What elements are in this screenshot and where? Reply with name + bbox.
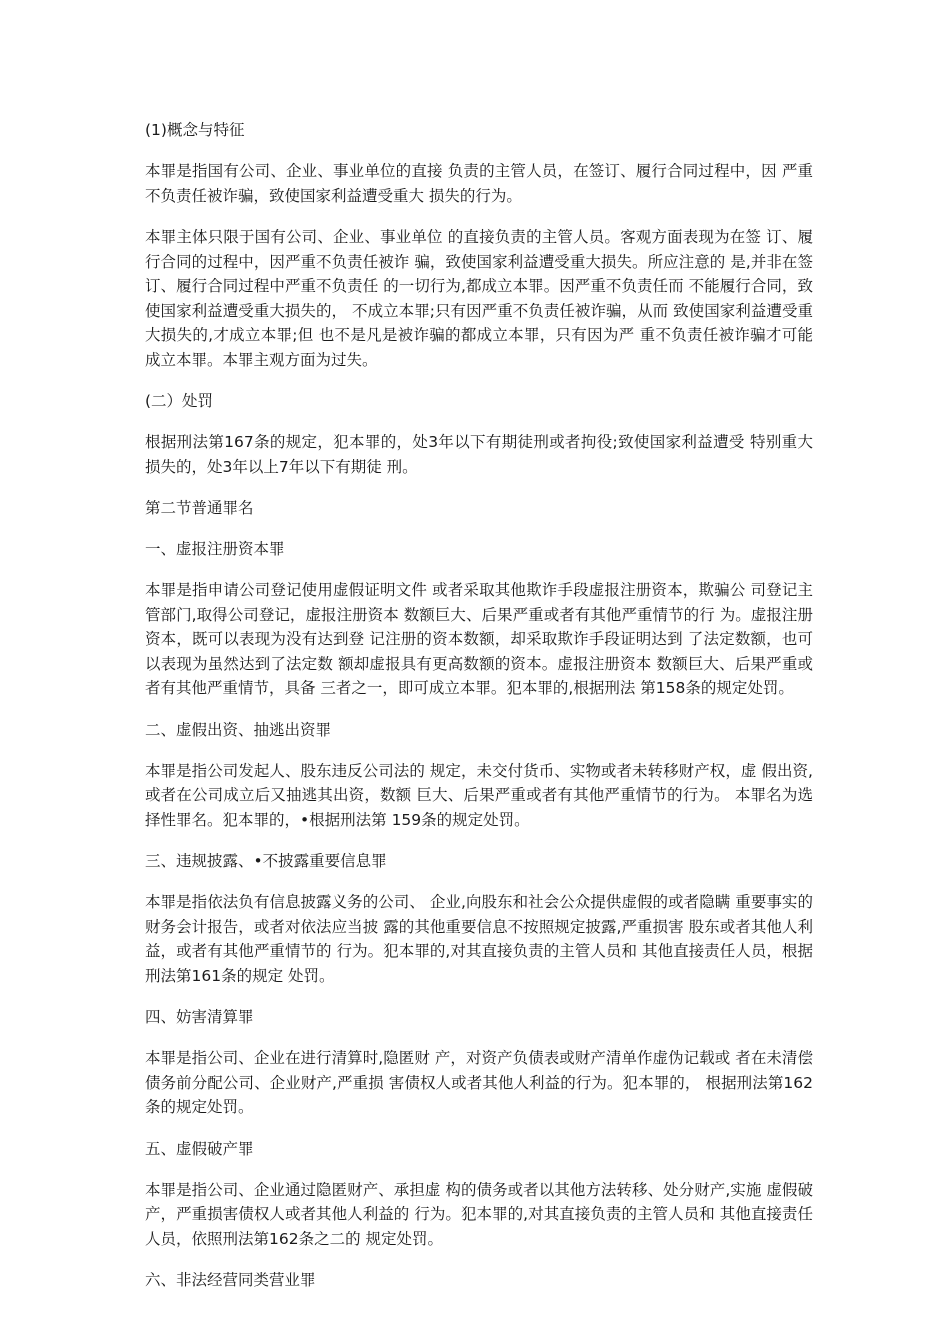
heading-punishment: (二）处罚: [145, 392, 214, 410]
para-crime-5: 本罪是指公司、企业通过隐匿财产、承担虚 构的债务或者以其他方法转移、处分财产,实施 虚假破产，严重损害债权人或者其他人利益的 行为。犯本罪的,对其直接负责的主管人员和 其他直接责任人员，依照刑法第162条之二的 规定处罚。: [145, 1180, 813, 1248]
heading-section-2: 第二节普通罪名: [145, 499, 254, 517]
heading-crime-4: 四、妨害清算罪: [145, 1008, 254, 1026]
para-crime-1: 本罪是指申请公司登记使用虚假证明文件 或者采取其他欺诈手段虚报注册资本，欺骗公 司登记主管部门,取得公司登记，虚报注册资本 数额巨大、后果严重或者有其他严重情节的行 为。虚报注册资本，既可以表现为没有达到登 记注册的资本数额，却采取欺诈手段证明达到 了法定数额，也可以表现为虽然达到了法定数 额却虚报具有更高数额的资本。虚报注册资本 数额巨大、后果严重或者有其他严重情节，具备 三者之一，即可成立本罪。犯本罪的,根据刑法 第158条的规定处罚。: [145, 581, 813, 697]
heading-crime-2: 二、虚假出资、抽逃出资罪: [145, 720, 332, 739]
document-page: [145, 118, 813, 1309]
heading-crime-6: 六、非法经营同类营业罪: [145, 1271, 316, 1289]
heading-concept-features: (1)概念与特征: [145, 121, 245, 139]
para-definition: 本罪是指国有公司、企业、事业单位的直接 负责的主管人员，在签订、履行合同过程中，因 严重不负责任被诈骗，致使国家利益遭受重大 损失的行为。: [145, 162, 813, 205]
heading-crime-3: 三、违规披露、•不披露重要信息罪: [145, 852, 387, 870]
para-crime-2: 本罪是指公司发起人、股东违反公司法的 规定，未交付货币、实物或者未转移财产权，虚 假出资,或者在公司成立后又抽逃其出资，数额 巨大、后果严重或者有其他严重情节的行为。 本罪名为选择性罪名。犯本罪的，•根据刑法第 159条的规定处罚。: [145, 761, 813, 829]
para-punishment: 根据刑法第167条的规定，犯本罪的，处3年以下有期徒刑或者拘役;致使国家利益遭受 特别重大损失的，处3年以上7年以下有期徒 刑。: [145, 433, 813, 476]
heading-crime-1: 一、虚报注册资本罪: [145, 540, 285, 558]
para-crime-3: 本罪是指依法负有信息披露义务的公司、 企业,向股东和社会公众提供虚假的或者隐瞒 重要事实的财务会计报告，或者对依法应当披 露的其他重要信息不按照规定披露,严重损害 股东或者其他人利益，或者有其他严重情节的 行为。犯本罪的,对其直接负责的主管人员和 其他直接责任人员，根据刑法第161条的规定 处罚。: [145, 893, 813, 985]
para-crime-4: 本罪是指公司、企业在进行清算时,隐匿财 产，对资产负债表或财产清单作虚伪记载或 者在未清偿债务前分配公司、企业财产,严重损 害债权人或者其他人利益的行为。犯本罪的， 根据刑法第162条的规定处罚。: [145, 1049, 813, 1116]
heading-crime-5: 五、虚假破产罪: [145, 1139, 254, 1158]
para-subject: 本罪主体只限于国有公司、企业、事业单位 的直接负责的主管人员。客观方面表现为在签 订、履行合同的过程中，因严重不负责任被诈 骗，致使国家利益遭受重大损失。所应注意的 是,并非在签订、履行合同过程中严重不负责任 的一切行为,都成立本罪。因严重不负责任而 不能履行合同，致使国家利益遭受重大损失的， 不成立本罪;只有因严重不负责任被诈骗，从而 致使国家利益遭受重大损失的,才成立本罪;但 也不是凡是被诈骗的都成立本罪，只有因为严 重不负责任被诈骗才可能成立本罪。本罪主观方面为过失。: [145, 228, 813, 369]
